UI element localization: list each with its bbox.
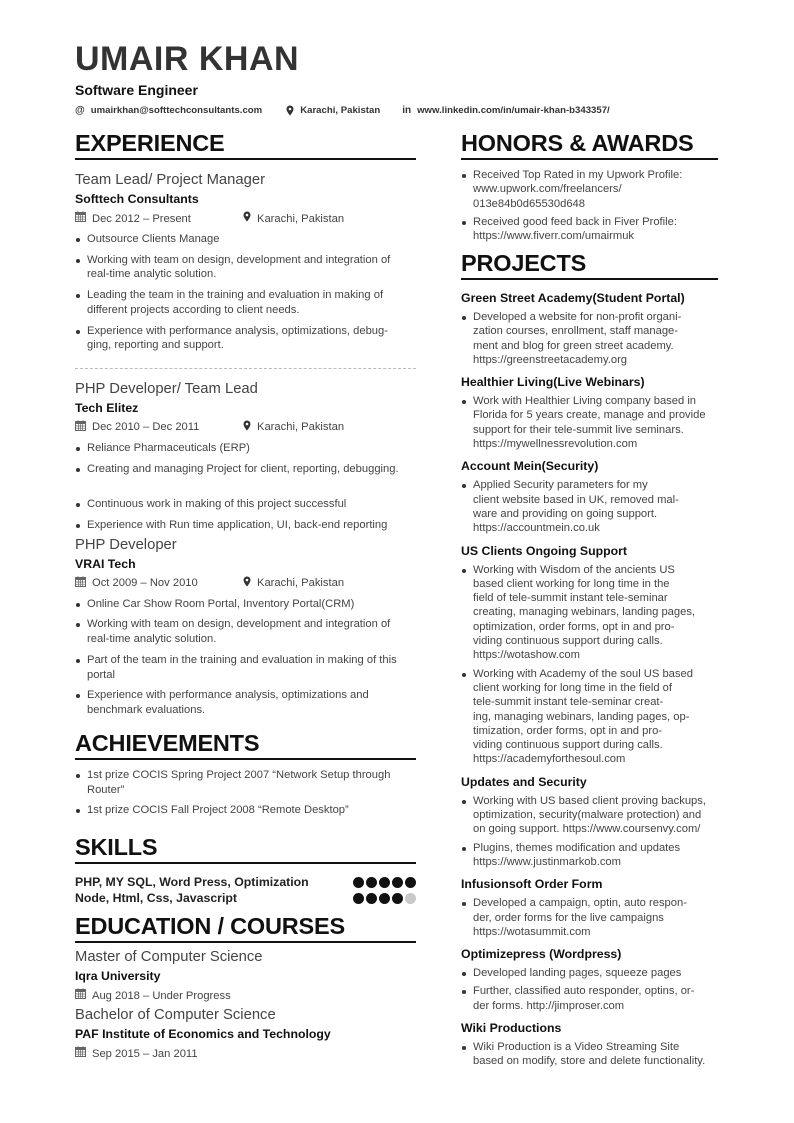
project-title: Infusionsoft Order Form [461, 877, 603, 892]
calendar-icon [75, 211, 92, 226]
job-location [243, 576, 344, 591]
project-title: Account Mein(Security) [461, 459, 599, 474]
rating-dot [353, 877, 364, 888]
skill-row [75, 890, 416, 906]
project-entry [461, 1020, 718, 1069]
date-text: Oct 2009 – Nov 2010 [92, 577, 198, 590]
bullet-list [75, 441, 416, 533]
project-entry [461, 543, 718, 767]
location-text: Karachi, Pakistan [257, 421, 345, 434]
education-entry [75, 1006, 416, 1061]
job-location [243, 211, 344, 226]
bullet-item: Developed a website for non-profit organi- zation courses, enrollment, staff manage- ment and blog for green street academy. https://greenstreetacademy.org [461, 310, 718, 367]
degree: Bachelor of Computer Science [75, 1007, 276, 1023]
bullet-item: Experience with performance analysis, optimizations and benchmark evaluations. [75, 688, 416, 717]
contact-item[interactable] [402, 104, 610, 117]
job-date [75, 211, 243, 226]
rating-dot [405, 893, 416, 904]
honors-section [461, 129, 718, 243]
bullet-item: Received Top Rated in my Upwork Profile: www.upwork.com/freelancers/ 013e84b0d65530d648 [461, 168, 718, 211]
bullet-item: Developed a campaign, optin, auto respon- der, order forms for the live campaigns https://wotasummit.com [461, 896, 718, 939]
bullet-item: Further, classified auto responder, optins, or- der forms. http://jimproser.com [461, 984, 718, 1013]
candidate-name: UMAIR KHAN [75, 40, 300, 78]
rating-dot [379, 877, 390, 888]
job-title: PHP Developer/ Team Lead [75, 380, 258, 397]
bullet-item: Applied Security parameters for my client website based in UK, removed mal- ware and providing on going support. https://accountmein.co.uk [461, 478, 718, 535]
rating-dot [379, 893, 390, 904]
project-title: Optimizepress (Wordpress) [461, 947, 622, 962]
project-entry [461, 374, 718, 451]
bullet-item: Experience with Run time application, UI, back-end reporting [75, 518, 416, 533]
rating-dot [392, 877, 403, 888]
education-entry [75, 948, 416, 1003]
bullet-list [461, 310, 718, 367]
bullet-item: Received good feed back in Fiver Profile: https://www.fiverr.com/umairmuk [461, 215, 718, 244]
achievements-section [75, 729, 416, 818]
bullet-list [461, 896, 718, 939]
job-meta [75, 576, 416, 591]
project-title: Wiki Productions [461, 1020, 562, 1035]
calendar-icon [75, 576, 92, 591]
education-date [75, 1046, 416, 1061]
bullet-item: Leading the team in the training and evaluation in making of different projects according to client needs. [75, 288, 416, 317]
bullet-list [461, 478, 718, 535]
bullet-item: Experience with performance analysis, optimizations, debug- ging, reporting and support. [75, 324, 416, 353]
date-text: Dec 2010 – Dec 2011 [92, 421, 200, 434]
date-text: Dec 2012 – Present [92, 212, 191, 225]
resume-header [75, 38, 755, 117]
skills-section [75, 833, 416, 906]
linkedin-icon: in [402, 105, 412, 116]
job-meta [75, 420, 416, 435]
projects-section [461, 249, 718, 1069]
skill-rating [351, 877, 416, 888]
bullet-item: Work with Healthier Living company based in Florida for 5 years create, manage and provide support for their tele-summit live seminars. https://mywellnessrevolution.com [461, 394, 718, 451]
school-name: PAF Institute of Economics and Technology [75, 1027, 331, 1041]
bullet-list [461, 794, 718, 869]
contact-item[interactable] [286, 104, 380, 117]
bullet-item: Wiki Production is a Video Streaming Site based on modify, store and delete functionality. [461, 1040, 718, 1069]
map-pin-icon [243, 211, 257, 226]
education-section [75, 912, 416, 1061]
bullet-list [461, 563, 718, 767]
bullet-item: Developed landing pages, squeeze pages [461, 966, 718, 980]
map-pin-icon [243, 420, 257, 435]
bullet-item: Working with team on design, development and integration of real-time analytic solution. [75, 617, 416, 646]
map-pin-icon [286, 105, 294, 116]
bullet-item: Online Car Show Room Portal, Inventory Portal(CRM) [75, 597, 416, 612]
location-text: Karachi, Pakistan [257, 577, 345, 590]
rating-dot [392, 893, 403, 904]
bullet-item: Outsource Clients Manage [75, 232, 416, 247]
rating-dot [405, 877, 416, 888]
contact-bar [75, 104, 755, 117]
bullet-item: Working with team on design, development and integration of real-time analytic solution. [75, 253, 416, 282]
job-title: PHP Developer [75, 536, 177, 553]
job-divider [75, 368, 416, 369]
experience-heading: EXPERIENCE [75, 129, 416, 160]
bullet-item: 1st prize COCIS Fall Project 2008 “Remote Desktop” [75, 803, 416, 818]
project-entry [461, 876, 718, 939]
company-name: Tech Elitez [75, 400, 139, 415]
map-pin-icon [243, 576, 257, 591]
honors-heading: HONORS & AWARDS [461, 129, 718, 160]
project-entry [461, 774, 718, 869]
bullet-item: Continuous work in making of this project successful [75, 497, 416, 512]
bullet-list [461, 1040, 718, 1069]
candidate-title: Software Engineer [75, 82, 198, 98]
date-text: Sep 2015 – Jan 2011 [92, 1047, 198, 1060]
project-title: Healthier Living(Live Webinars) [461, 375, 645, 390]
skill-name: Node, Html, Css, Javascript [75, 891, 237, 905]
bullet-list [461, 966, 718, 1013]
job-title: Team Lead/ Project Manager [75, 172, 265, 188]
bullet-list [75, 768, 416, 818]
project-title: Green Street Academy(Student Portal) [461, 291, 685, 305]
job-entry [75, 380, 416, 533]
job-location [243, 420, 344, 435]
bullet-item: Working with Academy of the soul US based client working for long time in the field of tele-summit instant tele-seminar creat- ing, managing webinars, landing pages, op- timization, order forms, opt in and pro- viding continuous support during calls. https://academyforthesoul.com [461, 667, 718, 767]
education-heading: EDUCATION / COURSES [75, 912, 416, 943]
project-title: US Clients Ongoing Support [461, 543, 627, 558]
bullet-item: Creating and managing Project for client, reporting, debugging. [75, 462, 416, 477]
bullet-item: Plugins, themes modification and updates https://www.justinmarkob.com [461, 841, 718, 870]
location-text: Karachi, Pakistan [257, 212, 345, 225]
rating-dot [366, 877, 377, 888]
degree: Master of Computer Science [75, 949, 263, 965]
project-entry [461, 458, 718, 535]
calendar-icon [75, 1046, 92, 1061]
job-entry [75, 171, 416, 353]
experience-section [75, 129, 416, 718]
contact-item[interactable] [75, 104, 262, 117]
calendar-icon [75, 420, 92, 435]
skill-rating [351, 893, 416, 904]
date [75, 1046, 243, 1061]
skills-list [75, 874, 416, 906]
job-meta [75, 211, 416, 226]
project-title: Updates and Security [461, 774, 587, 789]
job-date [75, 576, 243, 591]
at-icon: @ [75, 105, 85, 116]
projects-heading: PROJECTS [461, 249, 718, 280]
education-date [75, 988, 416, 1003]
rating-dot [366, 893, 377, 904]
contact-text: Karachi, Pakistan [300, 105, 381, 116]
project-entry [461, 946, 718, 1013]
school-name: Iqra University [75, 969, 161, 983]
bullet-item: Reliance Pharmaceuticals (ERP) [75, 441, 416, 456]
skills-heading: SKILLS [75, 833, 416, 864]
skill-name: PHP, MY SQL, Word Press, Optimization [75, 875, 309, 889]
project-entry [461, 290, 718, 367]
achievements-heading: ACHIEVEMENTS [75, 729, 416, 760]
job-date [75, 420, 243, 435]
date-text: Aug 2018 – Under Progress [92, 989, 231, 1002]
bullet-item: 1st prize COCIS Spring Project 2007 “Network Setup through Router” [75, 768, 416, 797]
bullet-item: Working with Wisdom of the ancients US based client working for long time in the field of tele-summit instant tele-seminar creating, managing webinars, landing pages, optimization, order forms, opt in and pro- viding continuous support during calls. https://wotashow.com [461, 563, 718, 663]
bullet-item: Part of the team in the training and evaluation in making of this portal [75, 653, 416, 682]
date [75, 988, 243, 1003]
bullet-list [75, 597, 416, 718]
job-entry [75, 536, 416, 718]
company-name: VRAI Tech [75, 556, 136, 571]
company-name: Softtech Consultants [75, 192, 199, 206]
bullet-item: Working with US based client proving backups, optimization, security(malware protection) and on going support. https://www.coursenvy.com/ [461, 794, 718, 837]
calendar-icon [75, 988, 92, 1003]
contact-text: www.linkedin.com/in/umair-khan-b343357/ [417, 105, 610, 116]
skill-row [75, 874, 416, 890]
rating-dot [353, 893, 364, 904]
bullet-list [75, 232, 416, 353]
contact-text: umairkhan@softtechconsultants.com [90, 105, 263, 116]
bullet-list [461, 394, 718, 451]
bullet-list [461, 168, 718, 243]
